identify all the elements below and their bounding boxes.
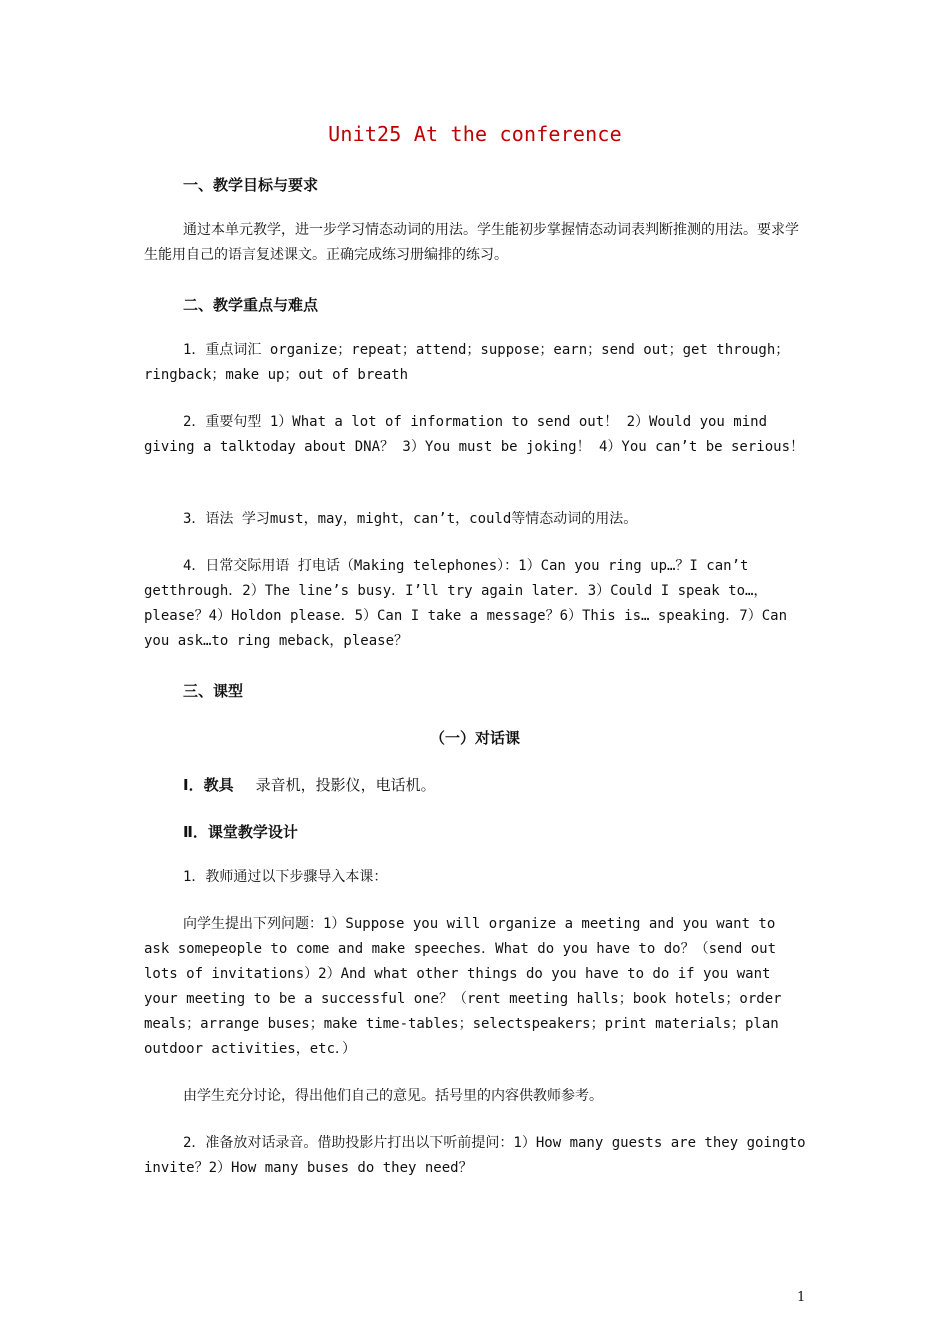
goals-paragraph: 通过本单元教学，进一步学习情态动词的用法。学生能初步掌握情态动词表判断推测的用法。要求学生能用自己的语言复述课文。正确完成练习册编排的练习。 [144, 222, 799, 263]
key-vocabulary-paragraph: 1．重点词汇 organize；repeat；attend；suppose；earn；send out；get through；ringback；make up；out of breath [144, 342, 790, 383]
section-heading-lesson-type: 三、课型 [183, 682, 244, 700]
step1-paragraph: 1．教师通过以下步骤导入本课： [183, 869, 388, 885]
grammar-paragraph: 3．语法 学习must，may，might，can’t，could等情态动词的用法。 [183, 511, 638, 527]
page-number: 1 [797, 1290, 806, 1305]
classroom-design-heading-line [183, 821, 298, 842]
daily-expressions-paragraph: 4．日常交际用语 打电话（Making telephones）：1）Can you ring up…？I can’t getthrough．2）The line’s busy．I’ll try again later．3）Could I speak to…，please？4）Holdon please．5）Can I take a message？6）This is… speaking．7）Can you ask…to ring meback，please？ [144, 558, 788, 649]
document-title: Unit25 At the conference [328, 122, 622, 146]
classroom-design-heading: Ⅱ．课堂教学设计 [183, 823, 298, 841]
discussion-note-paragraph: 由学生充分讨论，得出他们自己的意见。括号里的内容供教师参考。 [183, 1088, 603, 1104]
section-heading-key-points: 二、教学重点与难点 [183, 296, 319, 314]
dialogue-lesson-heading: （一）对话课 [429, 729, 520, 747]
step2-paragraph: 2．准备放对话录音。借助投影片打出以下听前提问：1）How many guests are they goingto invite？2）How many buses do they need？ [144, 1135, 806, 1176]
key-sentences-paragraph: 2．重要句型 1）What a lot of information to send out！ 2）Would you mind giving a talktoday about DNA？ 3）You must be joking！ 4）You can’t be serious！ [144, 414, 805, 455]
teaching-tools-line [183, 774, 436, 795]
section-heading-goals: 一、教学目标与要求 [183, 176, 319, 194]
teaching-tools-label: Ⅰ．教具 [183, 776, 234, 794]
step1-questions-paragraph: 向学生提出下列问题：1）Suppose you will organize a meeting and you want to ask somepeople to come and make speeches．What do you have to do？（send out lots of invitations）2）And what other things do you have to do if you want your meeting to be a successful one？（rent meeting halls；book hotels；order meals；arrange buses；make time-tables；selectspeakers；print materials；plan outdoor activities，etc．） [144, 916, 782, 1057]
teaching-tools-value: 录音机，投影仪，电话机。 [255, 776, 436, 794]
